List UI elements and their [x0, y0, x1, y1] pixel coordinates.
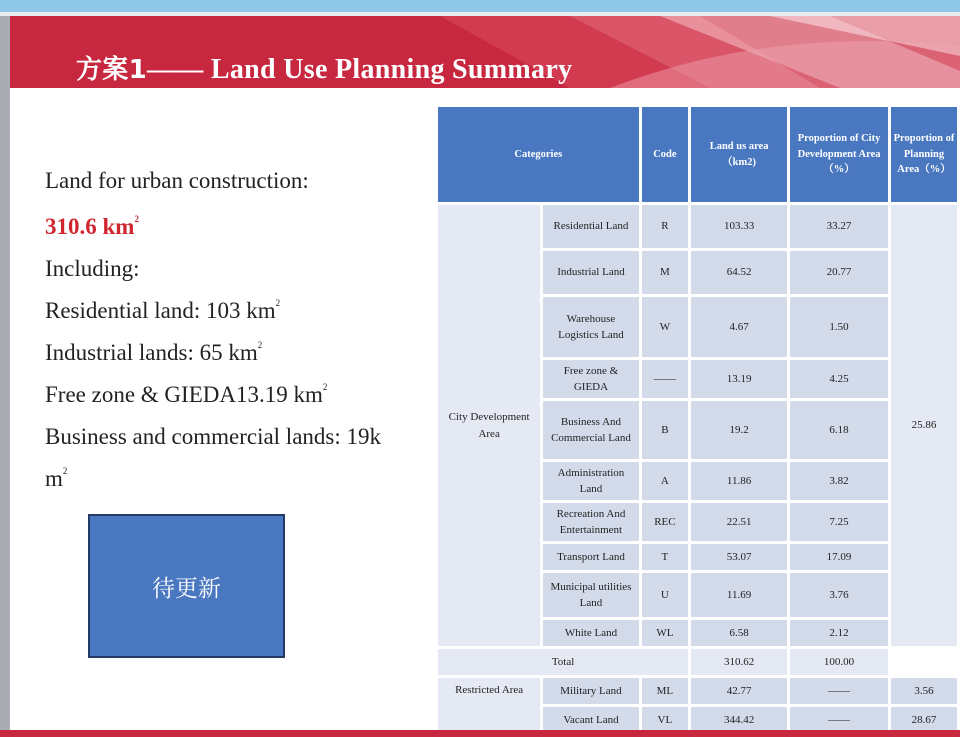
row-code: R	[642, 205, 689, 248]
row-pct-city: ——	[790, 707, 888, 733]
freezone-line	[45, 382, 327, 408]
business-line: Business and commercial lands: 19k	[45, 424, 381, 449]
row-pct-planning: 28.67	[891, 707, 957, 733]
city-development-rows	[438, 205, 957, 646]
row-area: 344.42	[691, 707, 787, 733]
row-code: ML	[642, 678, 689, 704]
city-planning-pct: 25.86	[891, 205, 957, 646]
total-row	[438, 649, 957, 675]
title-banner	[10, 16, 960, 88]
total-area-line	[45, 214, 139, 240]
row-area: 64.52	[691, 251, 787, 294]
row-code: A	[642, 462, 689, 500]
header-prop-planning: Proportion of Planning Area（%）	[891, 107, 957, 202]
urban-construction-label: Land for urban construction:	[45, 168, 309, 193]
row-code: U	[642, 573, 689, 617]
row-code: ——	[642, 360, 689, 398]
row-category: Industrial Land	[543, 251, 638, 294]
row-pct-city: 17.09	[790, 544, 888, 570]
row-pct-city: 20.77	[790, 251, 888, 294]
row-area: 6.58	[691, 620, 787, 646]
row-area: 13.19	[691, 360, 787, 398]
row-pct-city: 1.50	[790, 297, 888, 357]
row-pct-city: ——	[790, 678, 888, 704]
row-area: 19.2	[691, 401, 787, 459]
row-code: B	[642, 401, 689, 459]
header-prop-city: Proportion of City Development Area（%）	[790, 107, 888, 202]
industrial-line	[45, 340, 262, 366]
table-header-row	[438, 107, 957, 202]
including-label: Including:	[45, 256, 140, 281]
land-use-table	[435, 104, 960, 736]
title-dash: ——	[147, 54, 204, 85]
business-unit: m	[45, 466, 63, 491]
row-pct-city: 7.25	[790, 503, 888, 541]
row-code: REC	[642, 503, 689, 541]
row-code: M	[642, 251, 689, 294]
total-area-unit-sup: 2	[134, 214, 139, 224]
row-pct-city: 33.27	[790, 205, 888, 248]
industrial-unit-sup: 2	[257, 340, 263, 350]
residential-unit-sup: 2	[275, 298, 281, 308]
row-pct-city: 2.12	[790, 620, 888, 646]
header-code: Code	[642, 107, 689, 202]
row-category: Residential Land	[543, 205, 638, 248]
title-en: Land Use Planning Summary	[203, 54, 573, 85]
row-code: WL	[642, 620, 689, 646]
row-pct-city: 3.82	[790, 462, 888, 500]
row-code: T	[642, 544, 689, 570]
placeholder-box: 待更新	[88, 514, 285, 658]
row-category: Municipal utilities Land	[543, 573, 638, 617]
row-category: Military Land	[543, 678, 638, 704]
row-category: Vacant Land	[543, 707, 638, 733]
total-area: 310.62	[691, 649, 787, 675]
freezone-text: Free zone & GIEDA13.19 km	[45, 382, 323, 407]
group-city-development: City Development Area	[438, 205, 540, 646]
group-restricted-area: Restricted Area	[438, 678, 540, 733]
row-area: 11.69	[691, 573, 787, 617]
row-area: 42.77	[691, 678, 787, 704]
row-category: White Land	[543, 620, 638, 646]
row-area: 53.07	[691, 544, 787, 570]
row-pct-city: 3.76	[790, 573, 888, 617]
header-area: Land us area（km2)	[691, 107, 787, 202]
restricted-rows	[438, 678, 957, 733]
business-unit-line	[45, 466, 67, 492]
residential-text: Residential land: 103 km	[45, 298, 276, 323]
row-category: Warehouse Logistics Land	[543, 297, 638, 357]
row-category: Transport Land	[543, 544, 638, 570]
top-strip	[0, 0, 960, 12]
table-row	[438, 205, 957, 248]
row-pct-city: 4.25	[790, 360, 888, 398]
total-pct: 100.00	[790, 649, 888, 675]
header-categories: Categories	[438, 107, 639, 202]
row-code: W	[642, 297, 689, 357]
row-category: Business And Commercial Land	[543, 401, 638, 459]
freezone-unit-sup: 2	[322, 382, 328, 392]
row-area: 11.86	[691, 462, 787, 500]
total-label: Total	[438, 649, 688, 675]
residential-line	[45, 298, 280, 324]
row-area: 4.67	[691, 297, 787, 357]
row-pct-city: 6.18	[790, 401, 888, 459]
row-category: Recreation And Entertainment	[543, 503, 638, 541]
page-title	[76, 49, 572, 86]
row-category: Administration Land	[543, 462, 638, 500]
industrial-text: Industrial lands: 65 km	[45, 340, 258, 365]
business-unit-sup: 2	[62, 466, 68, 476]
bottom-strip	[0, 730, 960, 737]
title-cn: 方案1	[76, 55, 147, 85]
row-area: 103.33	[691, 205, 787, 248]
row-area: 22.51	[691, 503, 787, 541]
row-pct-planning: 3.56	[891, 678, 957, 704]
row-code: VL	[642, 707, 689, 733]
slide	[10, 16, 960, 737]
table-row	[438, 678, 957, 704]
row-category: Free zone & GIEDA	[543, 360, 638, 398]
total-area-value: 310.6 km	[45, 214, 135, 239]
